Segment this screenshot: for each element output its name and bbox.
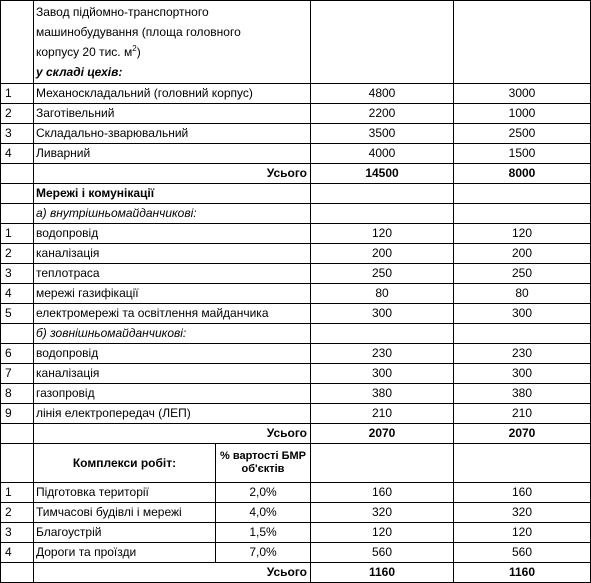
row-value-a: 300: [311, 304, 454, 324]
row-value-b: 560: [454, 543, 591, 563]
row-value-b: 120: [454, 523, 591, 543]
total-value-b: 2070: [454, 424, 591, 444]
row-value-a: 210: [311, 404, 454, 424]
row-name: Дороги та проїзди: [34, 543, 216, 563]
networks-total-row: [1, 424, 591, 444]
row-value-b: 160: [454, 483, 591, 503]
total-label: Усього: [34, 563, 311, 583]
intro-line-3-prefix: корпусу 20 тис. м: [36, 45, 133, 59]
subsection-label: б) зовнішньомайданчикові:: [34, 324, 311, 344]
row-value-b: 200: [454, 244, 591, 264]
intro-a-cell: [311, 1, 454, 84]
empty-cell: [311, 184, 454, 204]
row-name: Механоскладальний (головний корпус): [34, 84, 311, 104]
total-value-b: 1160: [454, 563, 591, 583]
works-row: [1, 483, 591, 503]
works-row: [1, 523, 591, 543]
works-title: Комплекси робіт:: [34, 444, 216, 483]
workshop-row: [1, 84, 591, 104]
total-value-a: 14500: [311, 164, 454, 184]
row-pct: 7,0%: [216, 543, 311, 563]
network-row: [1, 264, 591, 284]
row-value-a: 80: [311, 284, 454, 304]
intro-subheading: у складі цехів:: [36, 65, 123, 79]
intro-num-cell: [1, 1, 34, 84]
row-number: 3: [1, 264, 34, 284]
networks-title-row: [1, 184, 591, 204]
row-number: 4: [1, 543, 34, 563]
row-value-b: 210: [454, 404, 591, 424]
row-value-a: 230: [311, 344, 454, 364]
row-number: 5: [1, 304, 34, 324]
row-value-b: 300: [454, 364, 591, 384]
total-value-b: 8000: [454, 164, 591, 184]
intro-cell: [34, 1, 311, 84]
row-number: 2: [1, 104, 34, 124]
empty-cell: [454, 204, 591, 224]
row-value-a: 380: [311, 384, 454, 404]
row-value-b: 80: [454, 284, 591, 304]
row-value-a: 300: [311, 364, 454, 384]
total-label: Усього: [34, 424, 311, 444]
row-value-b: 320: [454, 503, 591, 523]
empty-cell: [1, 444, 34, 483]
row-value-b: 1500: [454, 144, 591, 164]
row-number: 8: [1, 384, 34, 404]
network-row: [1, 344, 591, 364]
row-number: 1: [1, 224, 34, 244]
intro-line-2: машинобудування (площа головного: [36, 25, 241, 39]
empty-cell: [1, 324, 34, 344]
network-row: [1, 224, 591, 244]
network-row: [1, 244, 591, 264]
row-name: електромережі та освітлення майданчика: [34, 304, 311, 324]
row-number: 1: [1, 84, 34, 104]
row-name: газопровід: [34, 384, 311, 404]
network-row: [1, 384, 591, 404]
row-name: мережі газифікації: [34, 284, 311, 304]
row-name: Благоустрій: [34, 523, 216, 543]
total-empty-cell: [1, 164, 34, 184]
total-value-a: 2070: [311, 424, 454, 444]
row-value-a: 120: [311, 224, 454, 244]
works-row: [1, 503, 591, 523]
row-pct: 2,0%: [216, 483, 311, 503]
intro-line-3-sup: 2: [132, 44, 137, 53]
row-name: Заготівельний: [34, 104, 311, 124]
empty-cell: [454, 184, 591, 204]
row-value-a: 3500: [311, 124, 454, 144]
row-number: 9: [1, 404, 34, 424]
network-row: [1, 284, 591, 304]
row-number: 4: [1, 144, 34, 164]
network-row: [1, 304, 591, 324]
row-value-a: 320: [311, 503, 454, 523]
workshop-row: [1, 144, 591, 164]
row-name: теплотраса: [34, 264, 311, 284]
row-pct: 4,0%: [216, 503, 311, 523]
row-value-b: 1000: [454, 104, 591, 124]
intro-line-1: Завод підйомно-транспортного: [36, 5, 209, 19]
workshops-total-row: [1, 164, 591, 184]
row-name: Складально-зварювальний: [34, 124, 311, 144]
section-title: Мережі і комунікації: [34, 184, 311, 204]
row-name: Ливарний: [34, 144, 311, 164]
workshop-row: [1, 104, 591, 124]
row-value-b: 120: [454, 224, 591, 244]
network-row: [1, 364, 591, 384]
row-number: 6: [1, 344, 34, 364]
empty-cell: [1, 204, 34, 224]
row-name: каналізація: [34, 244, 311, 264]
row-name: каналізація: [34, 364, 311, 384]
row-number: 1: [1, 483, 34, 503]
row-name: водопровід: [34, 344, 311, 364]
row-value-b: 300: [454, 304, 591, 324]
works-header-row: [1, 444, 591, 483]
row-name: Підготовка території: [34, 483, 216, 503]
empty-cell: [311, 444, 454, 483]
works-total-row: [1, 563, 591, 583]
total-label: Усього: [34, 164, 311, 184]
row-value-a: 160: [311, 483, 454, 503]
intro-line-3: [36, 42, 308, 62]
workshop-row: [1, 124, 591, 144]
empty-cell: [454, 444, 591, 483]
row-value-a: 560: [311, 543, 454, 563]
intro-line-3-suffix: ): [136, 45, 141, 59]
internal-label-row: [1, 204, 591, 224]
empty-cell: [454, 324, 591, 344]
intro-b-cell: [454, 1, 591, 84]
row-value-b: 380: [454, 384, 591, 404]
empty-cell: [311, 204, 454, 224]
row-name: Тимчасові будівлі і мережі: [34, 503, 216, 523]
total-empty-cell: [1, 424, 34, 444]
row-name: лінія електропередач (ЛЕП): [34, 404, 311, 424]
row-value-b: 3000: [454, 84, 591, 104]
row-number: 7: [1, 364, 34, 384]
row-name: водопровід: [34, 224, 311, 244]
subsection-label: а) внутрішньомайданчикові:: [34, 204, 311, 224]
row-value-a: 4000: [311, 144, 454, 164]
row-value-a: 250: [311, 264, 454, 284]
row-pct: 1,5%: [216, 523, 311, 543]
row-value-a: 200: [311, 244, 454, 264]
row-value-b: 250: [454, 264, 591, 284]
row-number: 3: [1, 124, 34, 144]
pct-header: % вартості БМР об'єктів: [216, 444, 311, 483]
row-value-a: 4800: [311, 84, 454, 104]
row-value-b: 2500: [454, 124, 591, 144]
external-label-row: [1, 324, 591, 344]
network-row: [1, 404, 591, 424]
empty-cell: [311, 324, 454, 344]
row-value-a: 2200: [311, 104, 454, 124]
row-number: 2: [1, 244, 34, 264]
row-value-a: 120: [311, 523, 454, 543]
row-number: 2: [1, 503, 34, 523]
row-value-b: 230: [454, 344, 591, 364]
works-row: [1, 543, 591, 563]
row-number: 4: [1, 284, 34, 304]
row-number: 3: [1, 523, 34, 543]
total-empty-cell: [1, 563, 34, 583]
empty-cell: [1, 184, 34, 204]
total-value-a: 1160: [311, 563, 454, 583]
intro-row: [1, 1, 591, 84]
